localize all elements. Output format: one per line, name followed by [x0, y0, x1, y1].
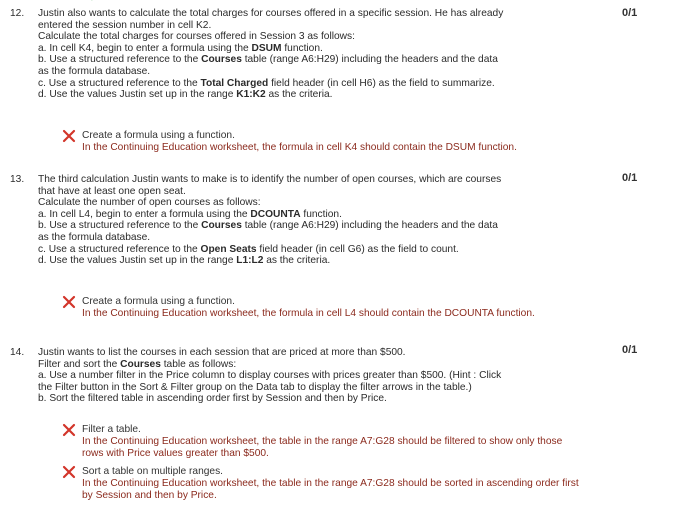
question-line: a. In cell L4, begin to enter a formula using the DCOUNTA function.: [38, 208, 342, 220]
question-line: a. Use a number filter in the Price column to display courses with prices greater than $500. (Hint : Click: [38, 370, 502, 382]
score-label: 0/1: [622, 172, 638, 184]
question-line: Justin also wants to calculate the total charges for courses offered in a specific session. He has already: [38, 8, 504, 19]
feedback-list: [62, 424, 582, 508]
cross-icon: [62, 465, 76, 479]
question-line: The third calculation Justin wants to make is to identify the number of open courses, which are courses: [38, 174, 502, 185]
cross-icon: [62, 295, 76, 309]
question-line: d. Use the values Justin set up in the range K1:K2 as the criteria.: [38, 89, 333, 101]
question-line: as the formula database.: [38, 65, 151, 77]
question-line: Justin wants to list the courses in each session that are priced at more than $500.: [38, 347, 406, 358]
question-line: c. Use a structured reference to the Total Charged field header (in cell H6) as the field to summarize.: [38, 77, 495, 89]
feedback-detail: In the Continuing Education worksheet, the table in the range A7:G28 should be filtered to show only those rows with Price values greater than $500.: [82, 436, 563, 459]
score-label: 0/1: [622, 7, 638, 19]
check-icon: [86, 0, 116, 4]
question-13: [10, 174, 598, 267]
question-number: 12.: [10, 8, 25, 19]
feedback-title: Create a formula using a function.: [82, 296, 235, 307]
question-12: [10, 8, 598, 101]
question-14: [10, 347, 598, 405]
feedback-title: Create a formula using a function.: [82, 130, 235, 141]
question-line: b. Use a structured reference to the Courses table (range A6:H29) including the headers and the data: [38, 54, 498, 66]
feedback-item: [62, 130, 602, 154]
feedback-title: Filter a table.: [82, 424, 141, 435]
feedback-list: [62, 130, 602, 160]
question-line: b. Sort the filtered table in ascending order first by Session and then by Price.: [38, 393, 387, 405]
feedback-detail: In the Continuing Education worksheet, the formula in cell K4 should contain the DSUM function.: [82, 142, 517, 153]
question-line: that have at least one open seat.: [38, 185, 186, 197]
question-line: b. Use a structured reference to the Courses table (range A6:H29) including the headers and the data: [38, 220, 498, 232]
question-line: a. In cell K4, begin to enter a formula using the DSUM function.: [38, 42, 323, 54]
question-line: Calculate the total charges for courses offered in Session 3 as follows:: [38, 31, 355, 43]
feedback-item: [62, 424, 582, 460]
question-number: 14.: [10, 347, 25, 358]
feedback-title: Sort a table on multiple ranges.: [82, 466, 224, 477]
question-number: 13.: [10, 174, 25, 185]
question-line: entered the session number in cell K2.: [38, 19, 212, 31]
feedback-list: [62, 296, 542, 326]
question-line: the Filter button in the Sort & Filter group on the Data tab to display the filter arrows in the table.): [38, 381, 472, 393]
question-line: c. Use a structured reference to the Open Seats field header (in cell G6) as the field to count.: [38, 243, 459, 255]
cross-icon: [62, 423, 76, 437]
question-line: d. Use the values Justin set up in the range L1:L2 as the criteria.: [38, 255, 331, 267]
cross-icon: [62, 129, 76, 143]
score-label: 0/1: [622, 344, 638, 356]
feedback-detail: In the Continuing Education worksheet, the formula in cell L4 should contain the DCOUNTA function.: [82, 308, 535, 319]
feedback-item: [62, 466, 582, 502]
feedback-item: [62, 296, 542, 320]
question-line: Filter and sort the Courses table as follows:: [38, 358, 237, 370]
question-line: Calculate the number of open courses as follows:: [38, 197, 261, 209]
question-line: as the formula database.: [38, 231, 151, 243]
feedback-detail: In the Continuing Education worksheet, the table in the range A7:G28 should be sorted in ascending order first by Session and then by Price.: [82, 478, 579, 501]
